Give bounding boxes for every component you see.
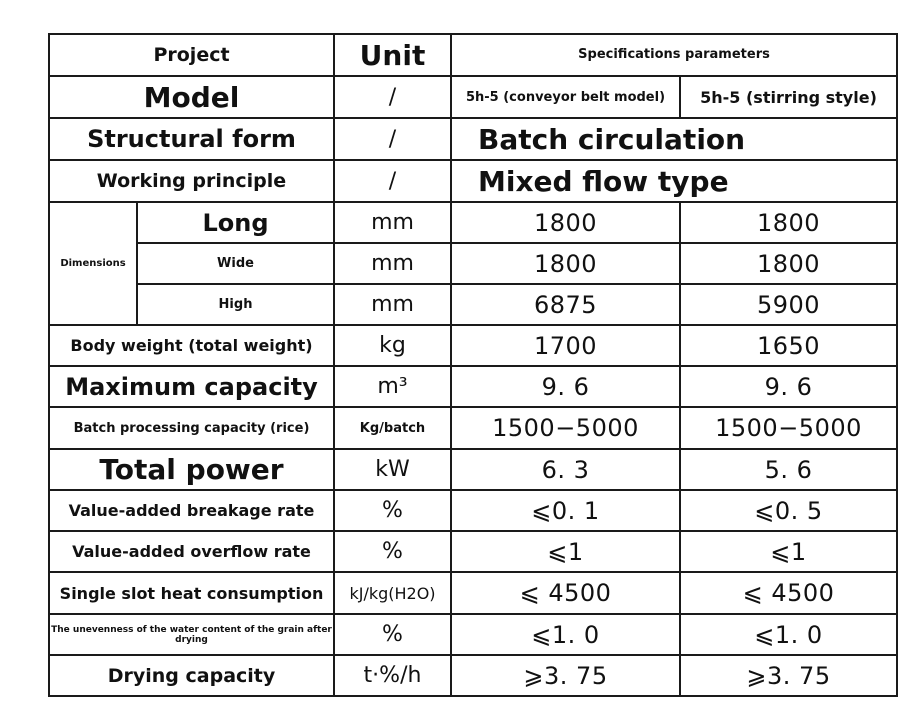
high-col1: 6875	[451, 284, 680, 325]
maximum-capacity-label: Maximum capacity	[49, 366, 334, 407]
row-batch-capacity	[49, 407, 897, 449]
row-body-weight	[49, 325, 897, 366]
row-structural-form	[49, 118, 897, 160]
row-dimensions-high	[49, 284, 897, 325]
unevenness-label: The unevenness of the water content of the grain after drying	[49, 614, 334, 655]
wide-col1: 1800	[451, 243, 680, 284]
maximum-capacity-col2: 9. 6	[680, 366, 897, 407]
header-specifications: Specifications parameters	[451, 34, 897, 76]
working-principle-unit: /	[334, 160, 451, 202]
breakage-rate-col1: ⩽0. 1	[451, 490, 680, 531]
breakage-rate-col2: ⩽0. 5	[680, 490, 897, 531]
row-drying-capacity	[49, 655, 897, 696]
model-col2: 5h-5 (stirring style)	[680, 76, 897, 118]
structural-form-label: Structural form	[49, 118, 334, 160]
overflow-rate-unit: %	[334, 531, 451, 572]
overflow-rate-label: Value-added overflow rate	[49, 531, 334, 572]
drying-capacity-col1: ⩾3. 75	[451, 655, 680, 696]
row-total-power	[49, 449, 897, 490]
heat-consumption-col1: ⩽ 4500	[451, 572, 680, 614]
maximum-capacity-unit: m³	[334, 366, 451, 407]
row-overflow-rate	[49, 531, 897, 572]
row-dimensions-long	[49, 202, 897, 243]
batch-capacity-label: Batch processing capacity (rice)	[49, 407, 334, 449]
maximum-capacity-col1: 9. 6	[451, 366, 680, 407]
row-dimensions-wide	[49, 243, 897, 284]
body-weight-col2: 1650	[680, 325, 897, 366]
dimensions-label: Dimensions	[49, 202, 137, 325]
row-model	[49, 76, 897, 118]
row-breakage-rate	[49, 490, 897, 531]
heat-consumption-col2: ⩽ 4500	[680, 572, 897, 614]
long-col1: 1800	[451, 202, 680, 243]
overflow-rate-col2: ⩽1	[680, 531, 897, 572]
total-power-label: Total power	[49, 449, 334, 490]
model-unit: /	[334, 76, 451, 118]
row-working-principle	[49, 160, 897, 202]
drying-capacity-unit: t·%/h	[334, 655, 451, 696]
long-label: Long	[137, 202, 334, 243]
heat-consumption-unit: kJ/kg(H2O)	[334, 572, 451, 614]
body-weight-col1: 1700	[451, 325, 680, 366]
high-col2: 5900	[680, 284, 897, 325]
working-principle-value: Mixed flow type	[451, 160, 897, 202]
breakage-rate-label: Value-added breakage rate	[49, 490, 334, 531]
structural-form-value: Batch circulation	[451, 118, 897, 160]
model-label: Model	[49, 76, 334, 118]
structural-form-unit: /	[334, 118, 451, 160]
unevenness-unit: %	[334, 614, 451, 655]
drying-capacity-label: Drying capacity	[49, 655, 334, 696]
high-unit: mm	[334, 284, 451, 325]
overflow-rate-col1: ⩽1	[451, 531, 680, 572]
row-unevenness	[49, 614, 897, 655]
header-row	[49, 34, 897, 76]
wide-unit: mm	[334, 243, 451, 284]
batch-capacity-col1: 1500−5000	[451, 407, 680, 449]
header-unit: Unit	[334, 34, 451, 76]
batch-capacity-unit: Kg/batch	[334, 407, 451, 449]
high-label: High	[137, 284, 334, 325]
unevenness-col2: ⩽1. 0	[680, 614, 897, 655]
batch-capacity-col2: 1500−5000	[680, 407, 897, 449]
long-col2: 1800	[680, 202, 897, 243]
body-weight-unit: kg	[334, 325, 451, 366]
total-power-unit: kW	[334, 449, 451, 490]
total-power-col1: 6. 3	[451, 449, 680, 490]
wide-label: Wide	[137, 243, 334, 284]
long-unit: mm	[334, 202, 451, 243]
unevenness-col1: ⩽1. 0	[451, 614, 680, 655]
wide-col2: 1800	[680, 243, 897, 284]
heat-consumption-label: Single slot heat consumption	[49, 572, 334, 614]
row-heat-consumption	[49, 572, 897, 614]
drying-capacity-col2: ⩾3. 75	[680, 655, 897, 696]
working-principle-label: Working principle	[49, 160, 334, 202]
header-project: Project	[49, 34, 334, 76]
row-maximum-capacity	[49, 366, 897, 407]
body-weight-label: Body weight (total weight)	[49, 325, 334, 366]
total-power-col2: 5. 6	[680, 449, 897, 490]
specification-table	[48, 33, 898, 697]
model-col1: 5h-5 (conveyor belt model)	[451, 76, 680, 118]
breakage-rate-unit: %	[334, 490, 451, 531]
